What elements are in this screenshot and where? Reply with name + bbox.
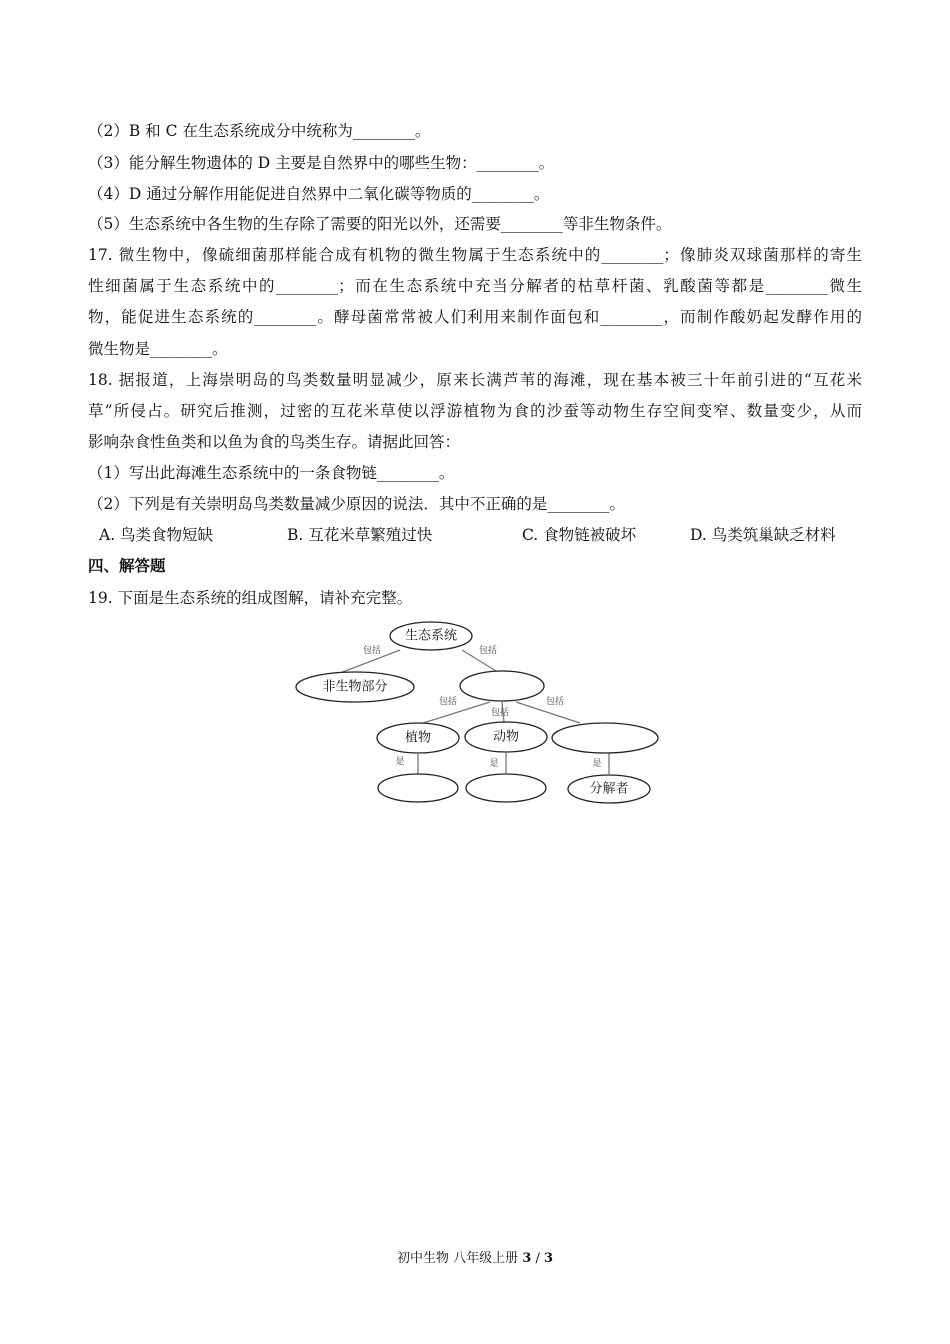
question-19-text: 19. 下面是生态系统的组成图解，请补充完整。 xyxy=(88,589,413,607)
ecosystem-diagram xyxy=(280,616,670,810)
question-17-line-3: 物，能促进生态系统的________。酵母菌常常被人们利用来制作面包和________，而制作酸奶起发酵作用的 xyxy=(88,308,862,326)
question-18-sub-2: （2）下列是有关崇明岛鸟类数量减少原因的说法．其中不正确的是________。 xyxy=(88,495,625,513)
question-18-line-2: 草”所侵占。研究后推测，过密的互花米草使以浮游植物为食的沙蚕等动物生存空间变窄、数量变少，从而 xyxy=(88,402,862,420)
node-plant-role-blank xyxy=(378,774,458,802)
question-18-line-3: 影响杂食性鱼类和以鱼为食的鸟类生存。请据此回答： xyxy=(88,433,461,451)
label-ecosystem: 生态系统 xyxy=(404,628,458,644)
node-decomposer-blank xyxy=(552,723,658,753)
node-biotic-blank xyxy=(460,671,544,701)
question-17-line-1: 17. 微生物中，像硫细菌那样能合成有机物的微生物属于生态系统中的________；像肺炎双球菌那样的寄生 xyxy=(88,246,862,264)
label-decomposer: 分解者 xyxy=(589,781,629,797)
question-16-part-5: （5）生态系统中各生物的生存除了需要的阳光以外，还需要________等非生物条件。 xyxy=(88,215,672,233)
label-animal: 动物 xyxy=(492,729,520,745)
question-16-part-2: （2）B 和 C 在生态系统成分中统称为________。 xyxy=(88,122,431,140)
node-animal-role-blank xyxy=(466,774,546,802)
label-is-plant: 是 xyxy=(395,757,405,767)
question-18-line-1: 18. 据报道，上海崇明岛的鸟类数量明显减少，原来长满芦苇的海滩，现在基本被三十年前引进的“互花米 xyxy=(88,371,862,389)
page-number: 3 xyxy=(522,1251,532,1266)
question-17-line-4: 微生物是________。 xyxy=(88,340,228,358)
option-d: D. 鸟类筑巢缺乏材料 xyxy=(690,526,836,544)
label-is-decomposer: 是 xyxy=(592,759,602,769)
label-include-left: 包括 xyxy=(362,646,382,656)
label-include-decomposer: 包括 xyxy=(545,697,565,707)
page-separator: / xyxy=(531,1251,544,1266)
option-a: A. 鸟类食物短缺 xyxy=(99,526,214,544)
question-17-line-2: 性细菌属于生态系统中的________；而在生态系统中充当分解者的枯草杆菌、乳酸菌等都是________微生 xyxy=(88,277,862,295)
question-18-sub-1: （1）写出此海滩生态系统中的一条食物链________。 xyxy=(88,464,455,482)
footer-label: 初中生物 八年级上册 xyxy=(396,1251,519,1266)
page-footer xyxy=(0,1247,950,1266)
page-total: 3 xyxy=(543,1251,554,1266)
label-plant: 植物 xyxy=(404,730,432,746)
option-c: C. 食物链被破坏 xyxy=(522,526,637,544)
question-16-part-4: （4）D 通过分解作用能促进自然界中二氧化碳等物质的________。 xyxy=(88,185,550,203)
label-include-plant: 包括 xyxy=(438,697,458,707)
label-include-right: 包括 xyxy=(478,646,498,656)
question-16-part-3: （3）能分解生物遗体的 D 主要是自然界中的哪些生物：________。 xyxy=(88,154,555,172)
label-abiotic: 非生物部分 xyxy=(322,679,388,695)
section-heading: 四、解答题 xyxy=(88,556,166,575)
option-b: B. 互花米草繁殖过快 xyxy=(287,526,433,544)
label-is-animal: 是 xyxy=(489,759,499,769)
label-include-animal: 包括 xyxy=(490,708,510,718)
